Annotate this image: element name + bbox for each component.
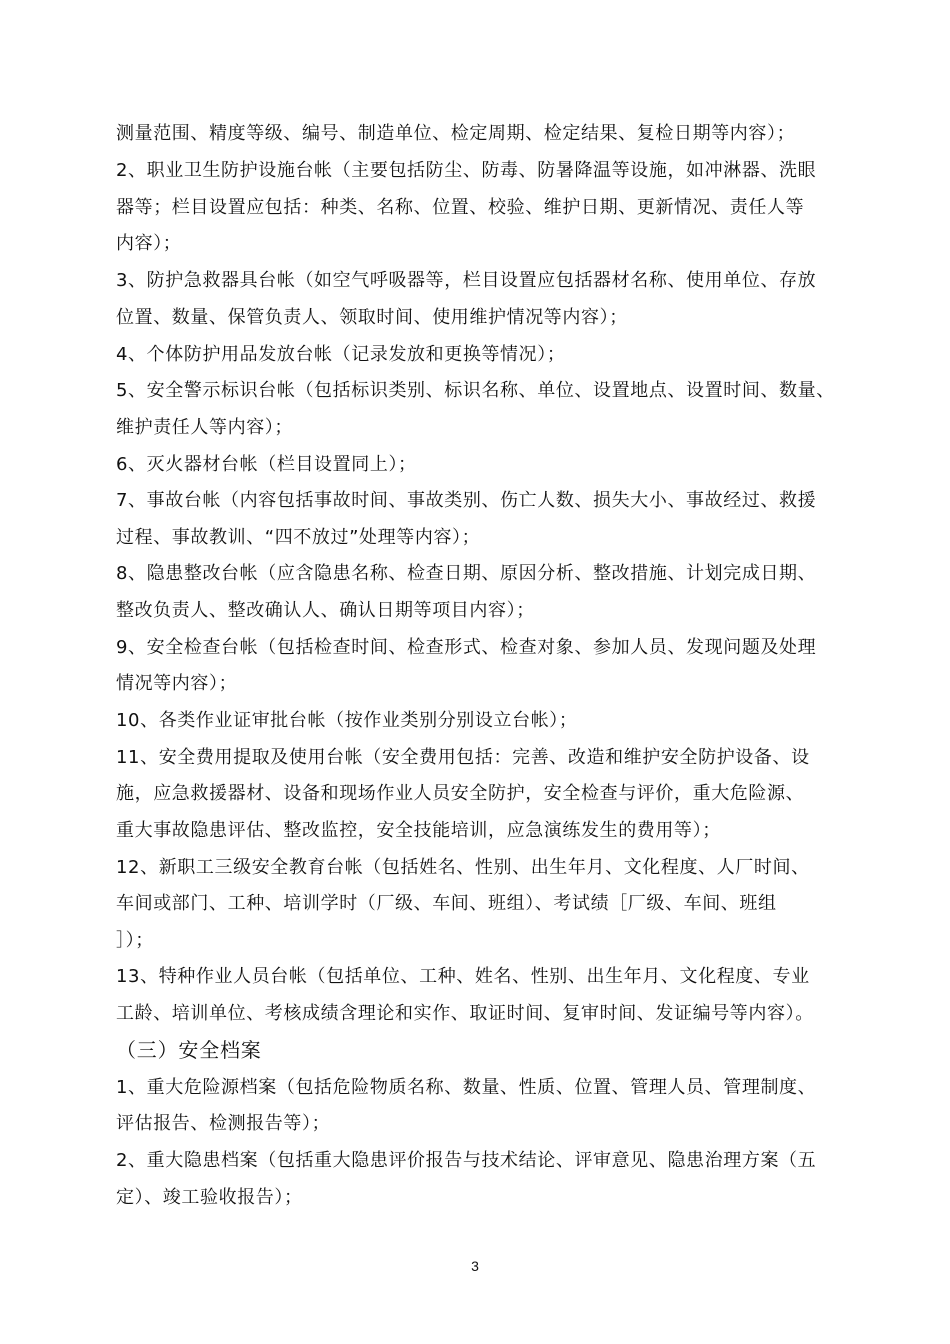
text-line: ］）； [116, 930, 154, 951]
text-line: 器等；栏目设置应包括：种类、名称、位置、校验、维护日期、更新情况、责任人等 [116, 197, 805, 218]
text-line: 4、个体防护用品发放台帐（记录发放和更换等情况）； [116, 344, 566, 365]
text-line: 13、特种作业人员台帐（包括单位、工种、姓名、性别、出生年月、文化程度、专业 [116, 966, 810, 987]
text-line: 2、重大隐患档案（包括重大隐患评价报告与技术结论、评审意见、隐患治理方案（五 [116, 1150, 817, 1171]
text-line: 重大事故隐患评估、整改监控，安全技能培训，应急演练发生的费用等）； [116, 820, 721, 841]
page-number: 3 [471, 1258, 479, 1274]
text-line: 维护责任人等内容）； [116, 417, 293, 438]
text-line: 12、新职工三级安全教育台帐（包括姓名、性别、出生年月、文化程度、人厂时间、 [116, 857, 810, 878]
text-line: 车间或部门、工种、培训学时（厂级、车间、班组）、考试绩［厂级、车间、班组 [116, 893, 777, 914]
text-line: 2、职业卫生防护设施台帐（主要包括防尘、防毒、防暑降温等设施，如冲淋器、洗眼 [116, 160, 817, 181]
text-line: 整改负责人、整改确认人、确认日期等项目内容）； [116, 600, 535, 621]
text-line: 5、安全警示标识台帐（包括标识类别、标识名称、单位、设置地点、设置时间、数量、 [116, 380, 835, 401]
text-line: 11、安全费用提取及使用台帐（安全费用包括：完善、改造和维护安全防护设备、设 [116, 747, 810, 768]
text-line: 1、重大危险源档案（包括危险物质名称、数量、性质、位置、管理人员、管理制度、 [116, 1077, 817, 1098]
text-line: 工龄、培训单位、考核成绩含理论和实作、取证时间、复审时间、发证编号等内容）。 [116, 1003, 814, 1024]
text-line: 8、隐患整改台帐（应含隐患名称、检查日期、原因分析、整改措施、计划完成日期、 [116, 563, 817, 584]
text-line: 10、各类作业证审批台帐（按作业类别分别设立台帐）； [116, 710, 578, 731]
text-line: 定）、竣工验收报告）； [116, 1187, 303, 1208]
text-line: 7、事故台帐（内容包括事故时间、事故类别、伤亡人数、损失大小、事故经过、救援 [116, 490, 817, 511]
text-line: 过程、事故教训、“四不放过”处理等内容）； [116, 527, 481, 548]
text-line: 9、安全检查台帐（包括检查时间、检查形式、检查对象、参加人员、发现问题及处理 [116, 637, 817, 658]
text-line: 评估报告、检测报告等）； [116, 1113, 331, 1134]
text-line: 内容）； [116, 233, 182, 254]
text-line: 3、防护急救器具台帐（如空气呼吸器等，栏目设置应包括器材名称、使用单位、存放 [116, 270, 817, 291]
text-line: 情况等内容）； [116, 673, 238, 694]
text-line: 施，应急救援器材、设备和现场作业人员安全防护，安全检查与评价，重大危险源、 [116, 783, 805, 804]
section-heading: （三）安全档案 [116, 1038, 262, 1062]
text-line: 测量范围、精度等级、编号、制造单位、检定周期、检定结果、复检日期等内容）； [116, 123, 796, 144]
text-line: 位置、数量、保管负责人、领取时间、使用维护情况等内容）； [116, 307, 628, 328]
text-line: 6、灭火器材台帐（栏目设置同上）； [116, 454, 417, 475]
